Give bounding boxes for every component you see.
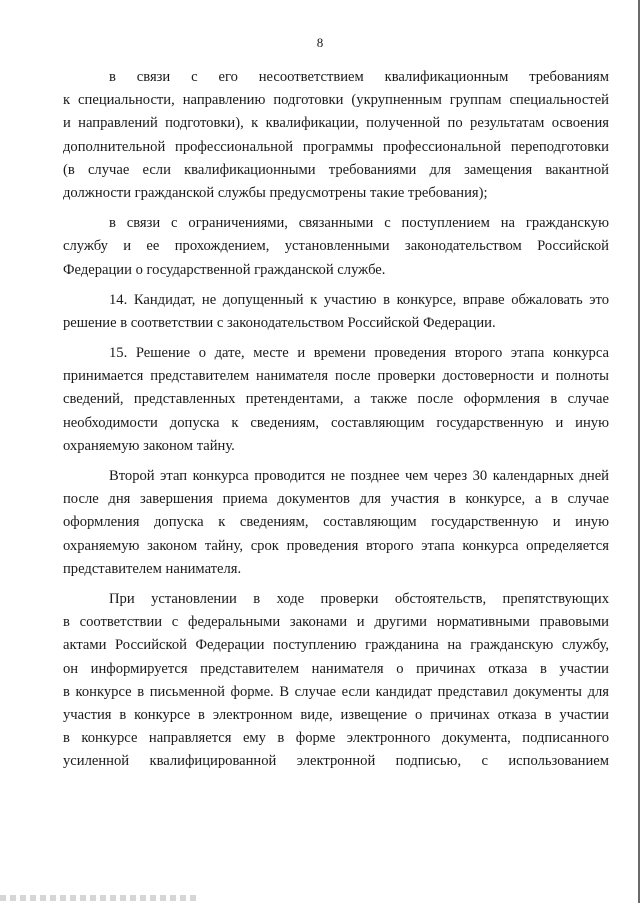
paragraph-item-14 xyxy=(63,289,609,335)
text-line: в конкурсе в письменной форме. В случае если кандидат представил документы для xyxy=(63,683,609,700)
text-line: (в случае если квалификационными требованиями для замещения вакантной xyxy=(63,161,609,178)
document-body xyxy=(63,66,609,773)
text-line: к специальности, направлению подготовки (укрупненным группам специальностей xyxy=(63,92,609,109)
text-line: в связи с ограничениями, связанными с поступлением на гражданскую xyxy=(109,215,609,232)
text-line: охраняемую законом тайну, срок проведения второго этапа конкурса определяется xyxy=(63,537,609,554)
text-line: в связи с его несоответствием квалификационным требованиям xyxy=(109,69,609,85)
text-line: в конкурсе направляется ему в форме электронного документа, подписанного xyxy=(63,730,609,747)
text-line: оформления допуска к сведениям, составляющим государственную и иную xyxy=(63,514,609,531)
text-line: после дня завершения приема документов для участия в конкурсе, а в случае xyxy=(63,491,609,508)
text-line: службу и ее прохождением, установленными законодательством Российской xyxy=(63,238,609,255)
paragraph-item-15 xyxy=(63,342,609,458)
paragraph-restrictions xyxy=(63,212,609,282)
text-line: принимается представителем нанимателя после проверки достоверности и полноты xyxy=(63,368,609,385)
text-line: усиленной квалифицированной электронной подписью, с использованием xyxy=(63,753,609,770)
paragraph-second-stage-timing xyxy=(63,465,609,581)
text-line: сведений, представленных претендентами, а также после оформления в случае xyxy=(63,391,609,408)
paragraph-qualification-mismatch xyxy=(63,66,609,205)
text-line: охраняемую законом тайну. xyxy=(63,437,235,454)
scan-artifact xyxy=(0,895,200,901)
text-line: он информируется представителем нанимателя о причинах отказа в участии xyxy=(63,660,609,677)
text-line: участия в конкурсе в электронном виде, извещение о причинах отказа в участии xyxy=(63,706,609,723)
text-line: При установлении в ходе проверки обстоятельств, препятствующих xyxy=(109,590,609,607)
text-line: 14. Кандидат, не допущенный к участию в конкурсе, вправе обжаловать это xyxy=(109,291,609,308)
text-line: решение в соответствии с законодательством Российской Федерации. xyxy=(63,314,496,331)
text-line: дополнительной профессиональной программы профессиональной переподготовки xyxy=(63,138,609,155)
text-line: в соответствии с федеральными законами и другими нормативными правовыми xyxy=(63,614,609,631)
text-line: Федерации о государственной гражданской службе. xyxy=(63,261,386,278)
text-line: должности гражданской службы предусмотрены такие требования); xyxy=(63,184,488,201)
text-line: необходимости допуска к сведениям, составляющим государственную и иную xyxy=(63,414,609,431)
page-number: 8 xyxy=(316,35,324,50)
text-line: 15. Решение о дате, месте и времени проведения второго этапа конкурса xyxy=(109,345,609,362)
text-line: актами Российской Федерации поступлению гражданина на гражданскую службу, xyxy=(63,637,609,654)
text-line: и направлений подготовки), к квалификации, полученной по результатам освоения xyxy=(63,115,609,132)
text-line: представителем нанимателя. xyxy=(63,560,242,577)
paragraph-refusal-notice xyxy=(63,588,609,774)
text-line: Второй этап конкурса проводится не позднее чем через 30 календарных дней xyxy=(109,468,609,484)
